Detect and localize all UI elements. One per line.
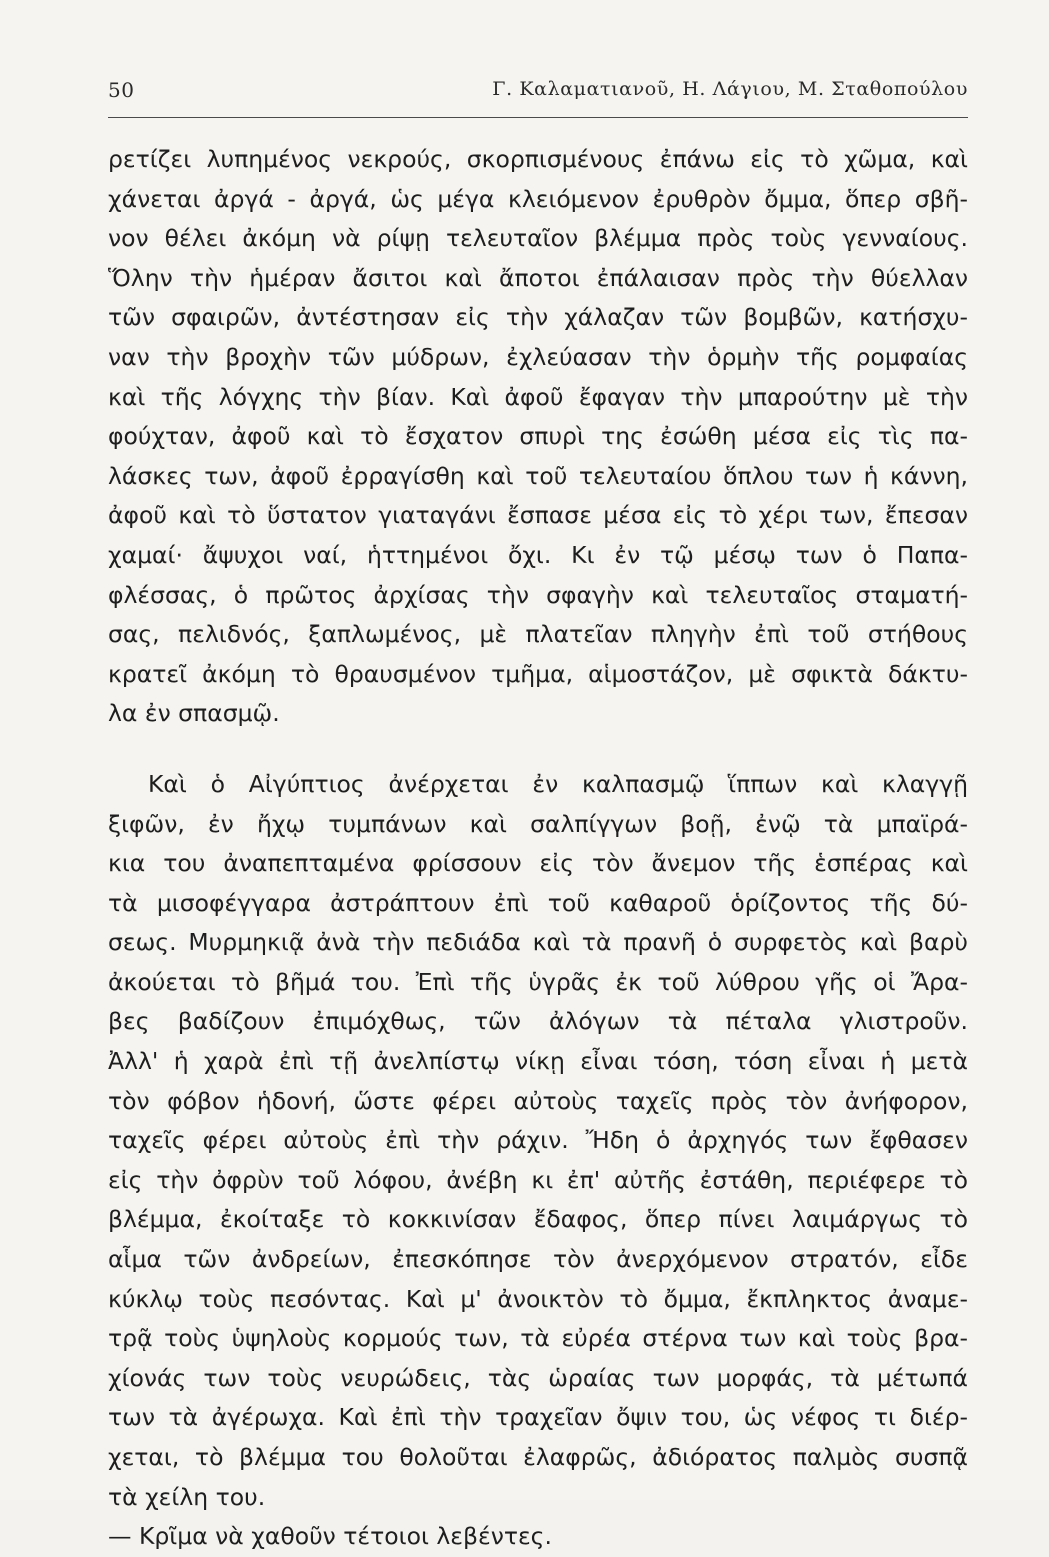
text-line: ρετίζει λυπημένος νεκρούς, σκορπισμένους ἐπάνω εἰς τὸ χῶμα, καὶ — [108, 145, 968, 173]
text-line: λάσκες των, ἀφοῦ ἐρραγίσθη καὶ τοῦ τελευταίου ὅπλου των ἡ κάννη, — [108, 461, 968, 490]
body-text — [108, 140, 968, 1557]
text-line: ἀφοῦ καὶ τὸ ὕστατον γιαταγάνι ἔσπασε μέσα εἰς τὸ χέρι των, ἔπεσαν — [108, 501, 968, 530]
text-line: βες βαδίζουν ἐπιμόχθως, τῶν ἀλόγων τὰ πέταλα γλιστροῦν. — [108, 1007, 968, 1036]
text-line: καὶ τῆς λόγχης τὴν βίαν. Καὶ ἀφοῦ ἔφαγαν τὴν μπαρούτην μὲ τὴν — [108, 382, 968, 411]
text-line: φούχταν, ἀφοῦ καὶ τὸ ἔσχατον σπυρὶ της ἐσώθη μέσα εἰς τὶς πα- — [108, 422, 968, 451]
text-line: χαμαί· ἄψυχοι ναί, ἡττημένοι ὄχι. Κι ἐν τῷ μέσῳ των ὁ Παπα- — [108, 540, 968, 569]
text-line: χεται, τὸ βλέμμα του θολοῦται ἐλαφρῶς, ἀδιόρατος παλμὸς συσπᾷ — [108, 1443, 968, 1471]
text-line: χίονάς των τοὺς νευρώδεις, τὰς ὡραίας των μορφάς, τὰ μέτωπά — [108, 1363, 968, 1392]
text-line: κύκλῳ τοὺς πεσόντας. Καὶ μ' ἀνοικτὸν τὸ ὄμμα, ἔκπληκτος ἀναμε- — [108, 1284, 968, 1313]
text-line: τὸν φόβον ἡδονή, ὥστε φέρει αὐτοὺς ταχεῖς πρὸς τὸν ἀνήφορον, — [108, 1086, 968, 1115]
page-header — [108, 78, 968, 108]
text-line: αἷμα τῶν ἀνδρείων, ἐπεσκόπησε τὸν ἀνερχόμενον στρατόν, εἶδε — [108, 1245, 968, 1274]
text-line: ταχεῖς φέρει αὐτοὺς ἐπὶ τὴν ράχιν. Ἤδη ὁ ἀρχηγός των ἔφθασεν — [108, 1126, 968, 1155]
text-line: ἀκούεται τὸ βῆμά του. Ἐπὶ τῆς ὑγρᾶς ἐκ τοῦ λύθρου γῆς οἱ Ἄρα- — [108, 967, 968, 996]
paragraph-3-dialogue — [108, 1517, 968, 1557]
header-rule — [108, 117, 968, 118]
text-line: Ἀλλ' ἡ χαρὰ ἐπὶ τῇ ἀνελπίστῳ νίκῃ εἶναι τόση, τόση εἶναι ἡ μετὰ — [108, 1047, 968, 1076]
running-head-authors: Γ. Καλαματιανοῦ, Η. Λάγιου, Μ. Σταθοπούλου — [492, 78, 968, 100]
text-line: σεως. Μυρμηκιᾷ ἀνὰ τὴν πεδιάδα καὶ τὰ πρανῆ ὁ συρφετὸς καὶ βαρὺ — [108, 928, 968, 957]
text-line: βλέμμα, ἐκοίταξε τὸ κοκκινίσαν ἔδαφος, ὅπερ πίνει λαιμάργως τὸ — [108, 1205, 968, 1234]
text-line: χάνεται ἀργά - ἀργά, ὡς μέγα κλειόμενον ἐρυθρὸν ὄμμα, ὅπερ σβῆ- — [108, 184, 968, 213]
text-line: — Κρῖμα νὰ χαθοῦν τέτοιοι λεβέντες. — [108, 1522, 552, 1551]
text-line: Ὅλην τὴν ἡμέραν ἄσιτοι καὶ ἄποτοι ἐπάλαισαν πρὸς τὴν θύελλαν — [108, 263, 968, 292]
text-line: νον θέλει ἀκόμη νὰ ρίψῃ τελευταῖον βλέμμα πρὸς τοὺς γενναίους. — [108, 224, 968, 253]
paragraph-1 — [108, 140, 968, 734]
text-line: ξιφῶν, ἐν ἤχῳ τυμπάνων καὶ σαλπίγγων βοῇ, ἐνῷ τὰ μπαϊρά- — [108, 809, 968, 838]
text-line: τὰ μισοφέγγαρα ἀστράπτουν ἐπὶ τοῦ καθαροῦ ὁρίζοντος τῆς δύ- — [108, 888, 968, 917]
page-number: 50 — [108, 78, 135, 102]
text-line: φλέσσας, ὁ πρῶτος ἀρχίσας τὴν σφαγὴν καὶ τελευταῖος σταματή- — [108, 580, 968, 609]
text-line: εἰς τὴν ὀφρὺν τοῦ λόφου, ἀνέβη κι ἐπ' αὐτῆς ἐστάθη, περιέφερε τὸ — [108, 1165, 968, 1194]
text-line: τῶν σφαιρῶν, ἀντέστησαν εἰς τὴν χάλαζαν τῶν βομβῶν, κατήσχυ- — [108, 303, 968, 332]
text-line: των τὰ ἀγέρωχα. Καὶ ἐπὶ τὴν τραχεῖαν ὄψιν του, ὡς νέφος τι διέρ- — [108, 1403, 968, 1432]
text-line: λα ἐν σπασμῷ. — [108, 699, 280, 728]
text-line: τὰ χείλη του. — [108, 1482, 266, 1511]
text-line: Καὶ ὁ Αἰγύπτιος ἀνέρχεται ἐν καλπασμῷ ἵππων καὶ κλαγγῇ — [148, 769, 968, 798]
text-line: κρατεῖ ἀκόμη τὸ θραυσμένον τμῆμα, αἱμοστάζον, μὲ σφικτὰ δάκτυ- — [108, 659, 968, 688]
text-line: ναν τὴν βροχὴν τῶν μύδρων, ἐχλεύασαν τὴν ὁρμὴν τῆς ρομφαίας — [108, 342, 968, 371]
paragraph-2 — [108, 765, 968, 1517]
text-line: κια του ἀναπεπταμένα φρίσσουν εἰς τὸν ἄνεμον τῆς ἑσπέρας καὶ — [108, 849, 968, 878]
text-line: σας, πελιδνός, ξαπλωμένος, μὲ πλατεῖαν πληγὴν ἐπὶ τοῦ στήθους — [108, 620, 968, 649]
text-line: τρᾷ τοὺς ὑψηλοὺς κορμούς των, τὰ εὐρέα στέρνα των καὶ τοὺς βρα- — [108, 1324, 968, 1353]
